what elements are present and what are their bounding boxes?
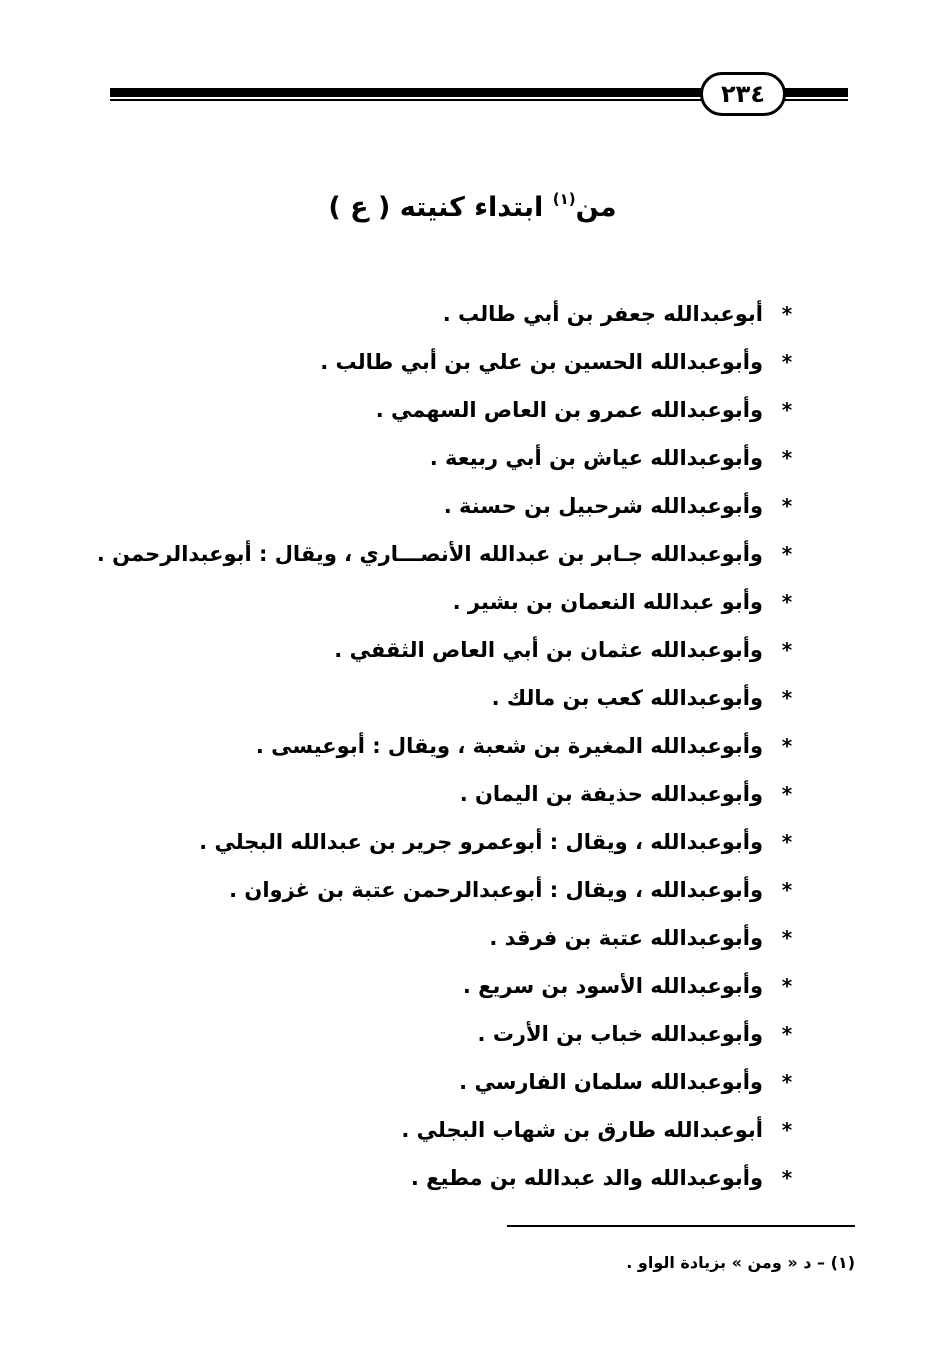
bullet-icon: * bbox=[781, 1118, 793, 1142]
bullet-icon: * bbox=[781, 734, 793, 758]
page-header bbox=[0, 0, 945, 130]
list-item bbox=[77, 482, 797, 530]
bullet-icon: * bbox=[781, 350, 793, 374]
bullet-icon: * bbox=[781, 446, 793, 470]
bullet-icon: * bbox=[781, 1166, 793, 1190]
footnote: (١) – د « ومن » بزيادة الواو . bbox=[626, 1253, 855, 1272]
bullet-icon: * bbox=[781, 590, 793, 614]
footnote-divider bbox=[507, 1225, 855, 1227]
bullet-icon: * bbox=[781, 494, 793, 518]
list-item bbox=[77, 578, 797, 626]
list-item bbox=[77, 1106, 797, 1154]
entry-text: وأبوعبدالله الأسود بن سريع . bbox=[462, 974, 763, 998]
entry-text: وأبوعبدالله عتبة بن فرقد . bbox=[489, 926, 763, 950]
header-rule-right bbox=[784, 88, 848, 102]
title-word: من bbox=[575, 192, 617, 223]
list-item bbox=[77, 1154, 797, 1202]
bullet-icon: * bbox=[781, 830, 793, 854]
page-number: ٢٣٤ bbox=[700, 72, 786, 116]
bullet-icon: * bbox=[781, 878, 793, 902]
list-item bbox=[77, 1058, 797, 1106]
list-item bbox=[77, 962, 797, 1010]
list-item bbox=[77, 290, 797, 338]
entry-text: وأبوعبدالله كعب بن مالك . bbox=[491, 686, 763, 710]
bullet-icon: * bbox=[781, 686, 793, 710]
header-rule-left bbox=[110, 88, 710, 102]
list-item bbox=[77, 626, 797, 674]
bullet-icon: * bbox=[781, 1070, 793, 1094]
entry-text: وأبوعبدالله عياش بن أبي ربيعة . bbox=[429, 446, 763, 470]
entry-text: وأبوعبدالله عمرو بن العاص السهمي . bbox=[375, 398, 763, 422]
list-item bbox=[77, 866, 797, 914]
list-item bbox=[77, 1010, 797, 1058]
entry-text: وأبوعبدالله خباب بن الأرت . bbox=[477, 1022, 763, 1046]
entry-text: وأبوعبدالله الحسين بن علي بن أبي طالب . bbox=[320, 350, 763, 374]
header-rule-thin bbox=[784, 99, 848, 101]
entry-text: وأبوعبدالله جـابر بن عبدالله الأنصـــاري ، ويقال : أبوعبدالرحمن . bbox=[96, 542, 763, 566]
title-footnote-ref: (١) bbox=[552, 190, 576, 208]
entry-text: وأبوعبدالله حذيفة بن اليمان . bbox=[459, 782, 763, 806]
bullet-icon: * bbox=[781, 638, 793, 662]
list-item bbox=[77, 818, 797, 866]
title-rest: ابتداء كنيته ( ع ) bbox=[328, 192, 544, 223]
bullet-icon: * bbox=[781, 926, 793, 950]
list-item bbox=[77, 386, 797, 434]
entry-text: وأبوعبدالله سلمان الفارسي . bbox=[459, 1070, 763, 1094]
header-rule-thin bbox=[110, 99, 710, 101]
section-title bbox=[0, 190, 945, 223]
entry-text: وأبوعبدالله عثمان بن أبي العاص الثقفي . bbox=[334, 638, 763, 662]
bullet-icon: * bbox=[781, 302, 793, 326]
bullet-icon: * bbox=[781, 542, 793, 566]
header-rule-thick bbox=[784, 88, 848, 97]
list-item bbox=[77, 338, 797, 386]
entry-text: وأبو عبدالله النعمان بن بشير . bbox=[452, 590, 763, 614]
list-item bbox=[77, 914, 797, 962]
header-rule-thick bbox=[110, 88, 710, 97]
bullet-icon: * bbox=[781, 782, 793, 806]
list-item bbox=[77, 434, 797, 482]
list-item bbox=[77, 770, 797, 818]
entry-text: أبوعبدالله طارق بن شهاب البجلي . bbox=[401, 1118, 763, 1142]
list-item bbox=[77, 722, 797, 770]
entry-text: أبوعبدالله جعفر بن أبي طالب . bbox=[442, 302, 763, 326]
bullet-icon: * bbox=[781, 1022, 793, 1046]
entry-text: وأبوعبدالله شرحبيل بن حسنة . bbox=[443, 494, 763, 518]
entry-text: وأبوعبدالله ، ويقال : أبوعمرو جرير بن عبدالله البجلي . bbox=[199, 830, 763, 854]
entry-text: وأبوعبدالله المغيرة بن شعبة ، ويقال : أبوعيسى . bbox=[255, 734, 763, 758]
entry-text: وأبوعبدالله ، ويقال : أبوعبدالرحمن عتبة بن غزوان . bbox=[229, 878, 763, 902]
list-item bbox=[77, 530, 797, 578]
list-item bbox=[77, 674, 797, 722]
bullet-icon: * bbox=[781, 974, 793, 998]
bullet-icon: * bbox=[781, 398, 793, 422]
entries-list bbox=[77, 290, 797, 1202]
entry-text: وأبوعبدالله والد عبدالله بن مطيع . bbox=[410, 1166, 763, 1190]
